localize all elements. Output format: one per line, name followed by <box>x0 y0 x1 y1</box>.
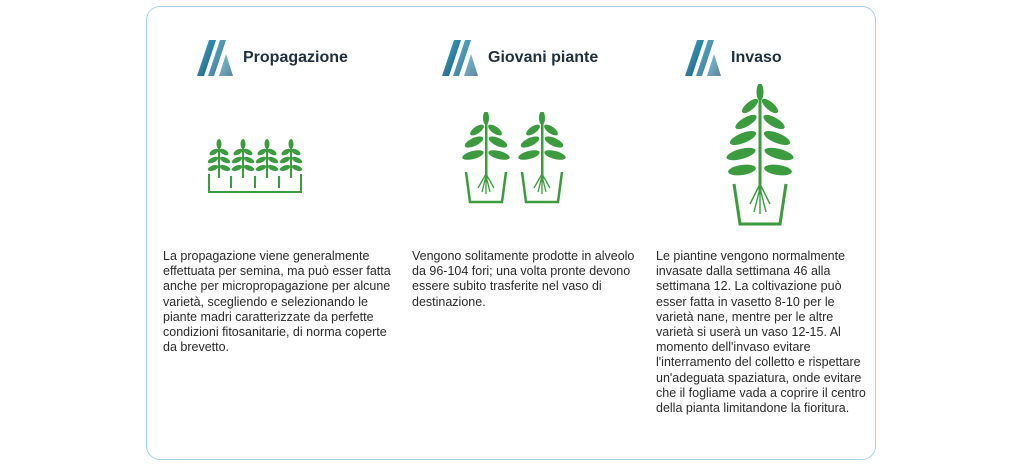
leaf-logo-icon <box>681 36 725 80</box>
column-header <box>438 36 598 80</box>
potted-plant-icon <box>722 84 798 228</box>
leaf-logo-icon <box>438 36 482 80</box>
column-title: Propagazione <box>243 49 348 66</box>
column-header <box>681 36 782 80</box>
column-title: Invaso <box>731 49 782 66</box>
seedling-tray-icon <box>207 138 303 196</box>
column-description: La propagazione viene generalmente effettuata per semina, ma può esser fatta anche per micropropagazione per alcune varietà, scegliendo e selezionando le piante madri caratterizzate da perfette condizioni fitosanitarie, di norma coperte da brevetto. <box>163 249 391 355</box>
column-description: Le piantine vengono normalmente invasate dalla settimana 46 alla settimana 12. La coltivazione può esser fatta in vasetto 8-10 per le varietà nane, mentre per le altre varietà si userà un vaso 12-15. Al momento dell'invaso evitare l'interramento del colletto e rispettare un'adeguata spaziatura, onde evitare che il fogliame vada a coprire il centro della pianta limitandone la fioritura. <box>656 249 866 416</box>
column-invaso <box>656 0 876 470</box>
leaf-logo-icon <box>193 36 237 80</box>
column-title: Giovani piante <box>488 49 599 66</box>
column-propagazione <box>163 0 403 470</box>
column-description: Vengono solitamente prodotte in alveolo da 96-104 fori; una volta pronte devono essere subito trasferite nel vaso di destinazione. <box>412 249 635 309</box>
column-header <box>193 36 348 80</box>
young-plants-icon <box>460 112 568 204</box>
column-giovani-piante <box>412 0 642 470</box>
